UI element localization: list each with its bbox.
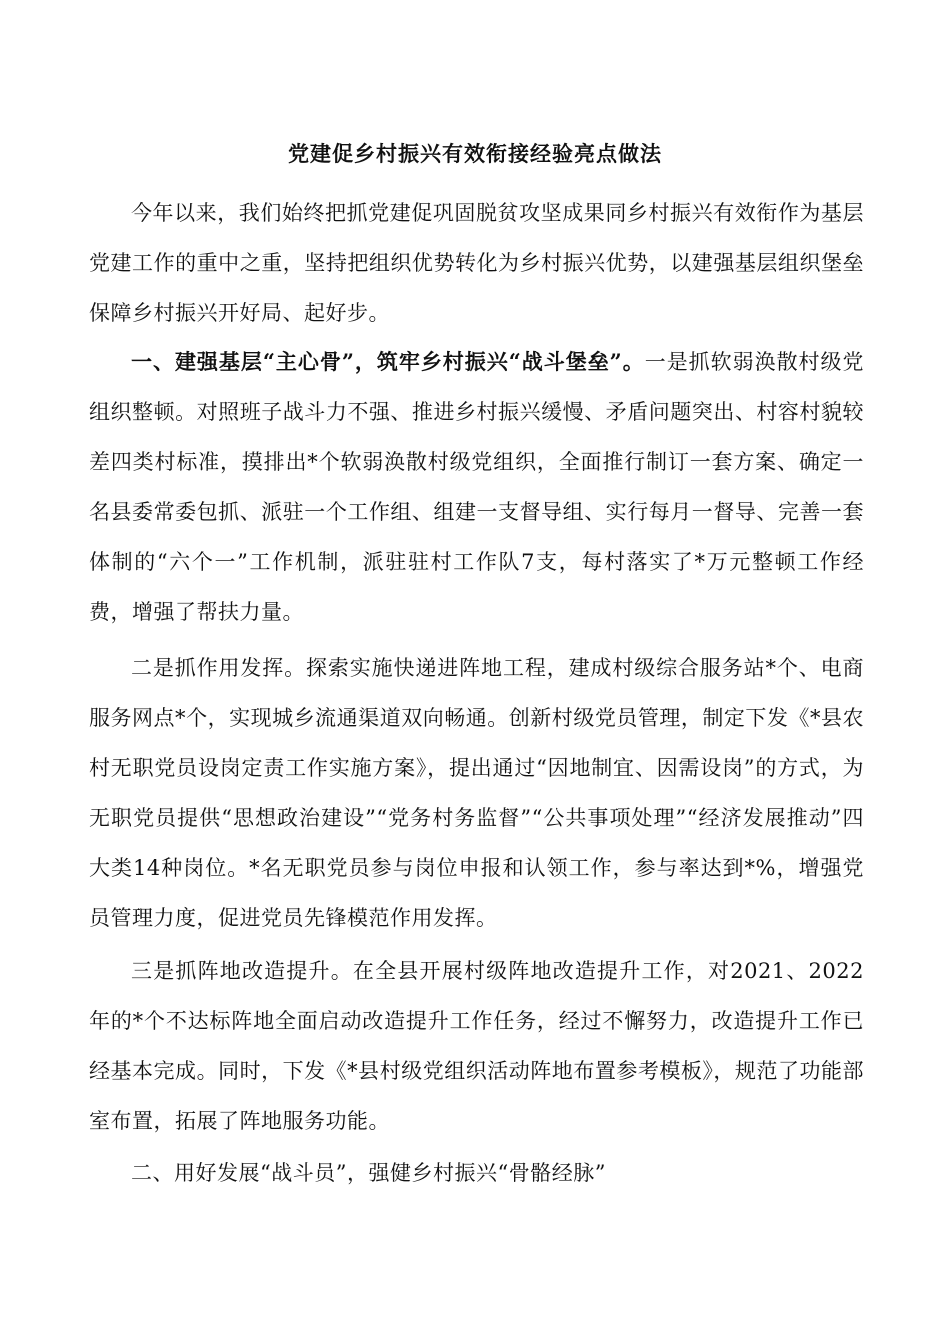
paragraph-text: 一是抓软弱涣散村级党组织整顿。对照班子战斗力不强、推进乡村振兴缓慢、矛盾问题突出、村容村貌较差四类村标准，摸排出*个软弱涣散村级党组织，全面推行制订一套方案、确定一名县委常委包抓、派驻一个工作组、组建一支督导组、实行每月一督导、完善一套体制的“六个一”工作机制，派驻驻村工作队7支，每村落实了*万元整顿工作经费，增强了帮扶力量。 (89, 350, 864, 624)
paragraph-site-upgrade (89, 946, 864, 1146)
paragraph-role-play (89, 643, 864, 943)
document-title: 党建促乡村振兴有效衔接经验亮点做法 (288, 141, 662, 166)
paragraph-text: 三是抓阵地改造提升。在全县开展村级阵地改造提升工作，对2021、2022年的*个不达标阵地全面启动改造提升工作任务，经过不懈努力，改造提升工作已经基本完成。同时，下发《*县村级党组织活动阵地布置参考模板》，规范了功能部室布置，拓展了阵地服务功能。 (89, 959, 864, 1133)
section-heading: 一、建强基层“主心骨”，筑牢乡村振兴“战斗堡垒”。 (131, 349, 645, 374)
paragraph-section-two (89, 1148, 864, 1198)
paragraph-text: 二是抓作用发挥。探索实施快递进阵地工程，建成村级综合服务站*个、电商服务网点*个，实现城乡流通渠道双向畅通。创新村级党员管理，制定下发《*县农村无职党员设岗定责工作实施方案》，提出通过“因地制宜、因需设岗”的方式，为无职党员提供“思想政治建设”“党务村务监督”“公共事项处理”“经济发展推动”四大类14种岗位。*名无职党员参与岗位申报和认领工作，参与率达到*%，增强党员管理力度，促进党员先锋模范作用发挥。 (89, 656, 864, 930)
paragraph-text: 二、用好发展“战斗员”，强健乡村振兴“骨骼经脉” (131, 1161, 606, 1185)
paragraph-intro (89, 188, 864, 338)
paragraph-section-one (89, 337, 864, 637)
paragraph-text: 今年以来，我们始终把抓党建促巩固脱贫攻坚成果同乡村振兴有效衔作为基层党建工作的重中之重，坚持把组织优势转化为乡村振兴优势，以建强基层组织堡垒保障乡村振兴开好局、起好步。 (89, 201, 864, 325)
